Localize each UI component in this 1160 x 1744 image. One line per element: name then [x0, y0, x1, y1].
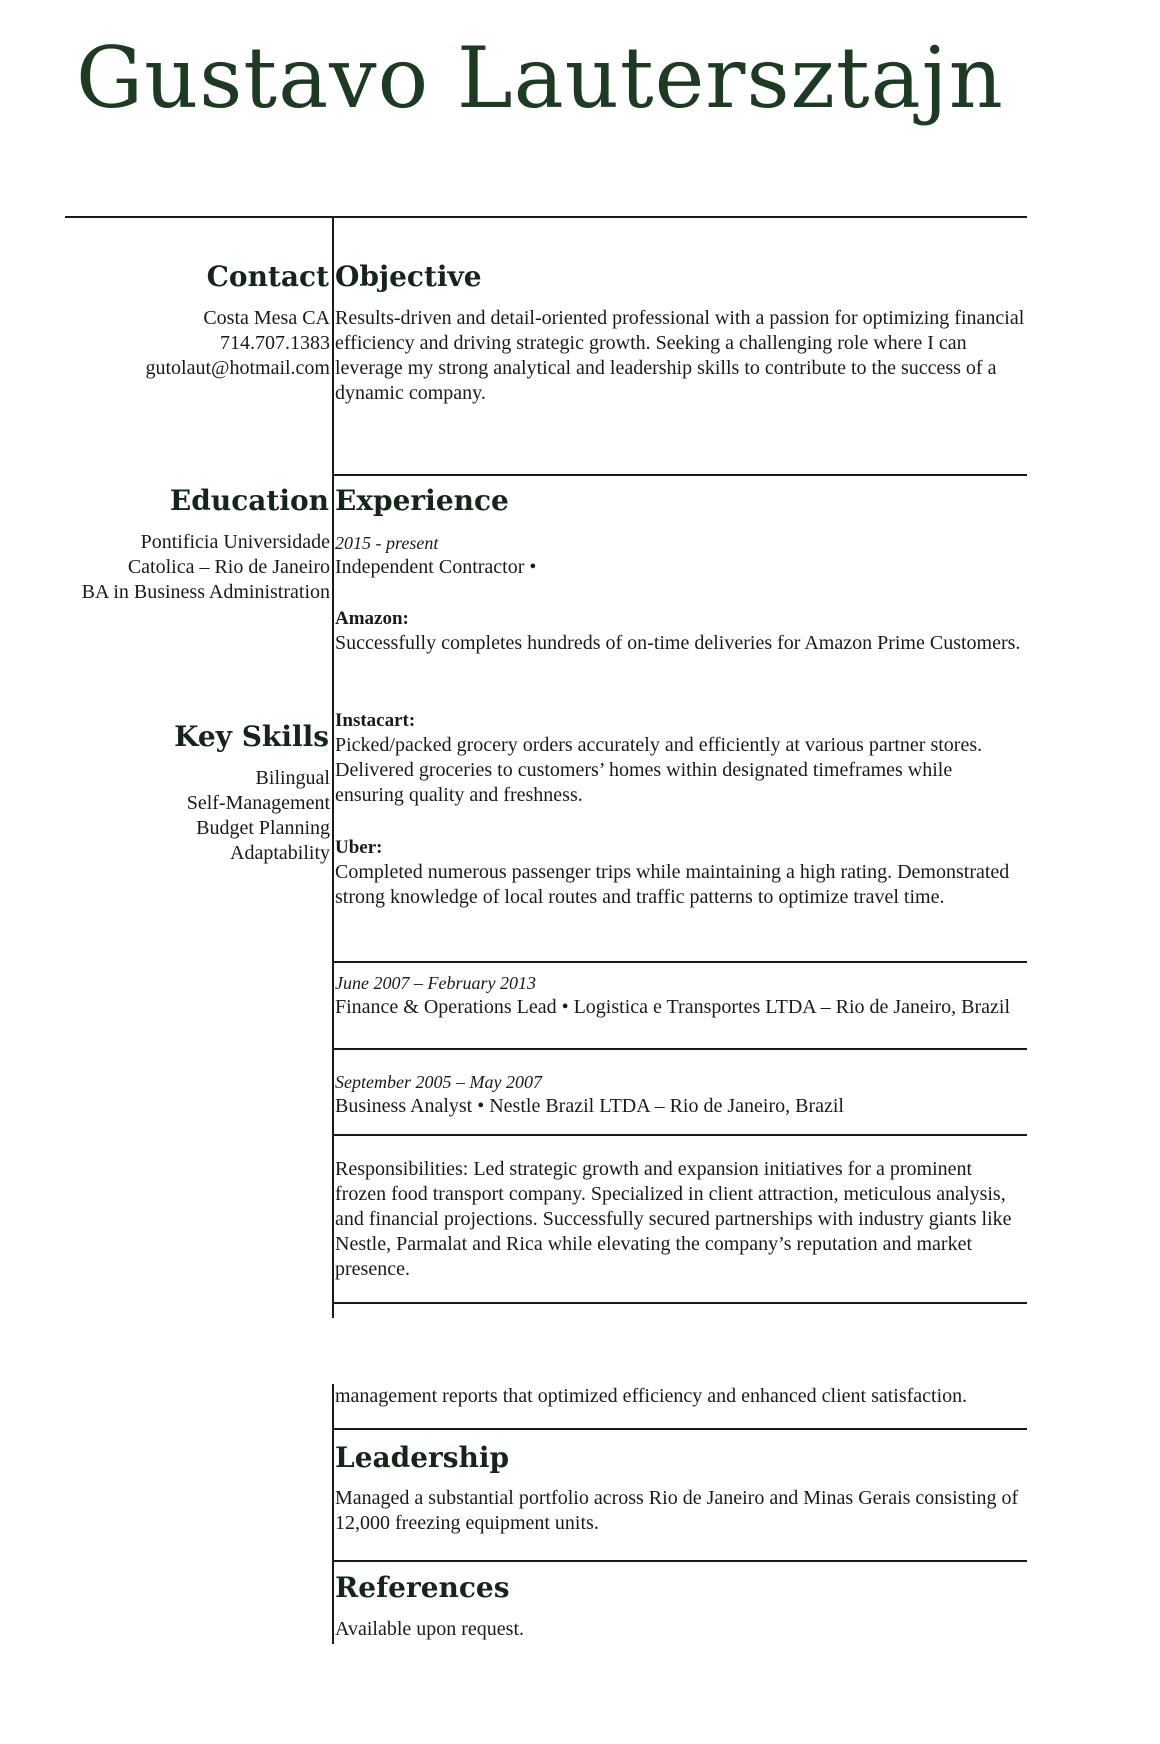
- education-list: [82, 530, 330, 605]
- continuation-text: management reports that optimized efficiency and enhanced client satisfaction.: [335, 1385, 968, 1407]
- contact-list: [145, 306, 330, 381]
- section-rule: [333, 1048, 1027, 1050]
- skills-heading: Key Skills: [174, 720, 329, 753]
- section-rule: [333, 1428, 1027, 1430]
- company-label-instacart: Instacart:: [335, 710, 416, 731]
- uber-description: Completed numerous passenger trips while maintaining a high rating. Demonstrated strong knowledge of local routes and traffic patterns to optimize travel time.: [335, 861, 1010, 908]
- top-rule: [65, 216, 1027, 218]
- section-rule: [333, 1302, 1027, 1304]
- company-label-amazon: Amazon:: [335, 608, 409, 629]
- skill-item: Adaptability: [230, 842, 330, 864]
- objective-heading: Objective: [335, 260, 482, 293]
- amazon-description: Successfully completes hundreds of on-time deliveries for Amazon Prime Customers.: [335, 632, 1021, 654]
- instacart-description: Picked/packed grocery orders accurately and efficiently at various partner stores. Delivered groceries to customers’ homes within designated timeframes while ensuring quality and freshness.: [335, 734, 983, 806]
- leadership-text: Managed a substantial portfolio across Rio de Janeiro and Minas Gerais consisting of 12,000 freezing equipment units.: [335, 1487, 1019, 1534]
- contact-location: Costa Mesa CA: [203, 307, 330, 329]
- experience-heading: Experience: [335, 484, 509, 517]
- job-date: 2015 - present: [335, 533, 439, 553]
- references-heading: References: [335, 1571, 510, 1604]
- education-line: BA in Business Administration: [81, 581, 330, 603]
- skills-list: [187, 766, 330, 866]
- column-divider-continued: [332, 1384, 334, 1644]
- job-title: Finance & Operations Lead • Logistica e Transportes LTDA – Rio de Janeiro, Brazil: [335, 996, 1011, 1018]
- section-rule: [333, 474, 1027, 476]
- objective-text: Results-driven and detail-oriented professional with a passion for optimizing financial efficiency and driving strategic growth. Seeking a challenging role where I can leverage my strong analytical and leadership skills to contribute to the success of a dynamic company.: [335, 307, 1025, 404]
- section-rule: [333, 1560, 1027, 1562]
- leadership-heading: Leadership: [335, 1441, 510, 1474]
- education-line: Pontificia Universidade: [140, 531, 330, 553]
- contact-phone: 714.707.1383: [220, 332, 330, 354]
- job-title: Independent Contractor •: [335, 556, 537, 578]
- responsibilities-text: Responsibilities: Led strategic growth and expansion initiatives for a prominent frozen food transport company. Specialized in client attraction, meticulous analysis, and financial projections. Successfully secured partnerships with industry giants like Nestle, Parmalat and Rica while elevating the company’s reputation and market presence.: [335, 1158, 1012, 1280]
- skill-item: Bilingual: [255, 767, 330, 789]
- section-rule: [333, 1134, 1027, 1136]
- job-date: June 2007 – February 2013: [335, 973, 536, 993]
- contact-heading: Contact: [206, 260, 329, 293]
- section-rule: [333, 961, 1027, 963]
- skill-item: Self-Management: [186, 792, 330, 814]
- education-heading: Education: [169, 484, 329, 517]
- column-divider: [332, 216, 334, 1318]
- job-title: Business Analyst • Nestle Brazil LTDA – Rio de Janeiro, Brazil: [335, 1095, 844, 1117]
- company-label-uber: Uber:: [335, 837, 383, 858]
- skill-item: Budget Planning: [196, 817, 330, 839]
- resume-name: Gustavo Lautersztajn: [76, 29, 1004, 127]
- contact-email: gutolaut@hotmail.com: [145, 357, 330, 379]
- job-date: September 2005 – May 2007: [335, 1072, 542, 1092]
- references-text: Available upon request.: [335, 1618, 525, 1640]
- education-line: Catolica – Rio de Janeiro: [127, 556, 330, 578]
